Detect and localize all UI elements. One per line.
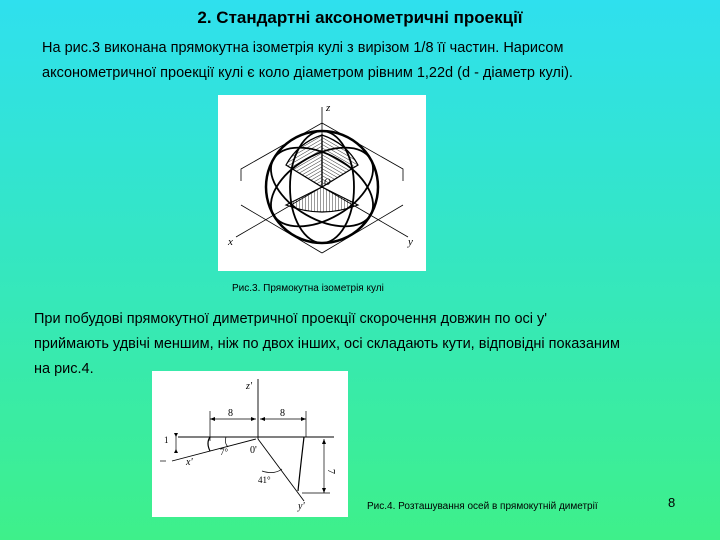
fig3-label-z: z [326,102,331,114]
paragraph1-line1: На рис.3 виконана прямокутна ізометрія кулі з вирізом 1/8 її частин. Нарисом [42,40,564,56]
fig4-label-y: y' [298,501,305,512]
construction-line-3 [241,205,322,253]
figure4-caption: Рис.4. Розташування осей в прямокутній диметрії [367,501,598,512]
x-axis [172,439,256,461]
paragraph1-line2: аксонометричної проекції кулі є коло діаметром рівним 1,22d (d - діаметр кулі). [42,65,573,81]
paragraph2-line1: При побудові прямокутної диметричної проекції скорочення довжин по осі у' [34,311,548,327]
figure4-dimetric-axes [152,371,348,517]
fig3-label-origin: O [324,177,331,187]
fig4-dim-small: 1 [164,435,169,445]
fig4-angle-x: 7° [220,447,229,457]
fig4-angle-y: 41° [258,475,271,485]
figure3-caption: Рис.3. Прямокутна ізометрія кулі [232,283,384,294]
paragraph-dimetry [34,307,714,382]
page-number: 8 [668,495,676,510]
figure3-drawing [218,95,426,271]
fig4-label-x: x' [186,457,193,468]
cut-face-bottom [286,187,358,212]
fig4-label-z: z' [246,381,253,392]
paragraph2-line3: на рис.4. [34,361,94,377]
fig4-dim-right: 8 [280,408,285,419]
fig3-label-y: y [408,236,413,248]
paragraph-sphere-isometry [42,36,712,86]
fig4-dim-vertical: 7 [325,469,336,474]
figure4-drawing [152,371,348,517]
y-axis-arc [298,437,304,491]
construction-line-4 [322,205,403,253]
figure3-sphere-isometry [218,95,426,271]
fig4-label-origin: 0' [250,445,257,456]
fig3-label-x: x [228,236,233,248]
cut-face-left [286,135,322,187]
slide-title: 2. Стандартні аксонометричні проекції [197,8,523,27]
paragraph2-line2: приймають удвічі меншим, ніж по двох інших, осі складають кути, відповідні показаним [34,336,620,352]
fig4-dim-left: 8 [228,408,233,419]
